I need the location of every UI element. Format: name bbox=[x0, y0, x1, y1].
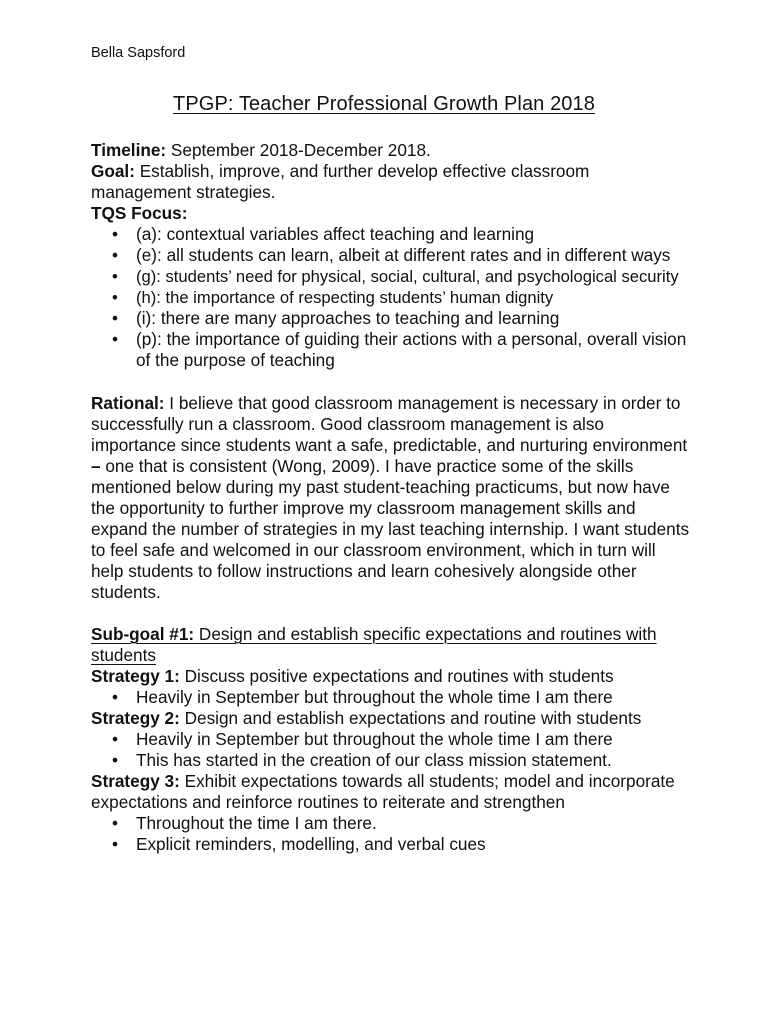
strategy-1-list bbox=[91, 687, 691, 708]
strategy-2-list bbox=[91, 729, 691, 771]
spacer bbox=[91, 371, 691, 393]
list-item bbox=[91, 224, 691, 245]
list-item: • Heavily in September but throughout the whole time I am there bbox=[91, 687, 691, 708]
rational-label: Rational: bbox=[91, 393, 165, 413]
strategy-1-text: Discuss positive expectations and routines with students bbox=[179, 666, 614, 686]
list-item: • This has started in the creation of our class mission statement. bbox=[91, 750, 691, 771]
strategy-3-label: Strategy 3: bbox=[91, 771, 180, 791]
list-item bbox=[91, 329, 691, 371]
tqs-item-lead: (p) bbox=[136, 329, 158, 349]
list-item: • Throughout the time I am there. bbox=[91, 813, 691, 834]
tqs-item-lead: (g) bbox=[136, 267, 157, 286]
list-item: • Explicit reminders, modelling, and verbal cues bbox=[91, 834, 691, 855]
strategy-3-text: Exhibit expectations towards all students; model and incorporate expectations and reinforce routines to reiterate and strengthen bbox=[91, 771, 675, 812]
strategy-2-label: Strategy 2: bbox=[91, 708, 180, 728]
list-item bbox=[91, 266, 691, 287]
document-title bbox=[0, 93, 768, 116]
strategy-2-paragraph bbox=[91, 708, 691, 729]
document-title-text: TPGP: Teacher Professional Growth Plan 2018 bbox=[173, 93, 595, 115]
subgoal-label: Sub-goal #1: bbox=[91, 624, 195, 644]
tqs-item-lead: (i) bbox=[136, 308, 152, 328]
subgoal-text: Design and establish specific expectations and routines with students bbox=[91, 624, 657, 665]
tqs-focus-list bbox=[91, 224, 691, 371]
list-item: • Heavily in September but throughout the whole time I am there bbox=[91, 729, 691, 750]
goal-paragraph bbox=[91, 161, 691, 203]
goal-text: Establish, improve, and further develop effective classroom management strategies. bbox=[91, 161, 590, 202]
author-name: Bella Sapsford bbox=[91, 45, 186, 61]
tqs-item-text: : there are many approaches to teaching and learning bbox=[151, 308, 560, 328]
document-body bbox=[91, 140, 691, 855]
tqs-item-lead: (a) bbox=[136, 224, 158, 244]
tqs-item-text: : students’ need for physical, social, cultural, and psychological security bbox=[156, 267, 679, 286]
timeline-label: Timeline: bbox=[91, 140, 167, 160]
timeline-text: September 2018-December 2018. bbox=[166, 140, 431, 160]
list-item bbox=[91, 245, 691, 266]
rational-text-continued: one that is consistent (Wong, 2009). I have practice some of the skills mentioned below during my past student-teaching practicums, but now have the opportunity to further improve my classroom management skills and expand the number of strategies in my last teaching internship. I want students to feel safe and welcomed in our classroom environment, which in turn will help students to follow instructions and learn cohesively alongside other students. bbox=[91, 456, 690, 602]
strategy-3-list bbox=[91, 813, 691, 855]
spacer bbox=[91, 603, 691, 624]
strategy-1-paragraph bbox=[91, 666, 691, 687]
list-item bbox=[91, 308, 691, 329]
tqs-item-text: : contextual variables affect teaching and learning bbox=[157, 224, 535, 244]
rational-text: I believe that good classroom management is necessary in order to successfully run a classroom. Good classroom management is also importance since students want a safe, predictable, and nurturing environment bbox=[91, 393, 688, 455]
strategy-2-text: Design and establish expectations and routine with students bbox=[179, 708, 642, 728]
timeline-paragraph bbox=[91, 140, 691, 161]
tqs-item-text: : the importance of guiding their actions with a personal, overall vision of the purpose of teaching bbox=[136, 329, 687, 370]
subgoal-paragraph bbox=[91, 624, 691, 666]
rational-paragraph bbox=[91, 393, 691, 603]
goal-label: Goal: bbox=[91, 161, 135, 181]
list-item bbox=[91, 287, 691, 308]
tqs-focus-heading: TQS Focus: bbox=[91, 203, 188, 223]
rational-dash: – bbox=[91, 456, 101, 476]
strategy-3-paragraph bbox=[91, 771, 691, 813]
strategy-1-label: Strategy 1: bbox=[91, 666, 180, 686]
tqs-item-lead: (e) bbox=[136, 245, 158, 265]
tqs-item-lead: (h) bbox=[136, 288, 157, 307]
tqs-item-text: : all students can learn, albeit at different rates and in different ways bbox=[157, 245, 671, 265]
tqs-item-text: : the importance of respecting students’ human dignity bbox=[156, 288, 554, 307]
